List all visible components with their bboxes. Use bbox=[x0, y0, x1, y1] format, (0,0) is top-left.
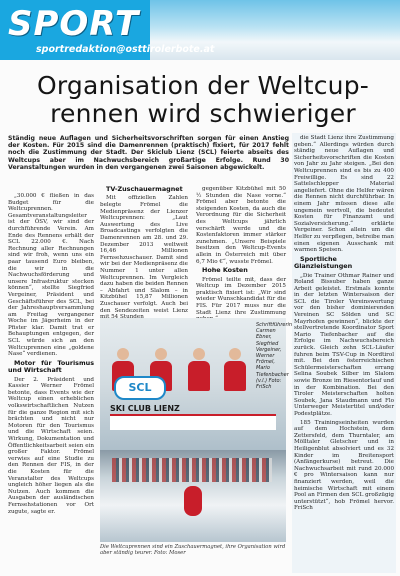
racer-figure bbox=[184, 486, 202, 516]
paragraph: die Stadt Lienz ihre Zustimmung geben.“ Allerdings würden durch ständig neue Auflagen und Sicherheitsvorschriften die Kosten von Jahr zu Jahr steigen. „Bei den Weltcuprennen sind es bis zu 400 Freiwillige. Es sind 22 Sattelschlepper Material angeliefert. Ohne die Helfer wären die Rennen nicht durchführbar. In einem Jahr müssen diese alle ungemein wertvoll, die bedeutet Kosten für Finanzamt und Sozialversicherung.“ erklärte Vergeiner. Schon allein um die Helfer zu verpflegen, betreibe man einen eigenen Ausschank mit warmen Speisen. bbox=[294, 135, 394, 254]
sport-banner bbox=[0, 0, 400, 60]
paragraph: Frömel teilte mit, dass der Weltcup im Dezember 2015 praktisch fixiert ist: „Wir sind wieder Wunschkandidat für die FIS. Für 2017 muss nur die Stadt Lienz ihre Zustimmung bbox=[196, 276, 286, 316]
paragraph: Der 2. Präsident und Kassier Werner Frömel betonte, dass Events wie der Weltcup einen erheblichen volkswirtschaftlichen Nutzen für die ganze Region mit sich brächten und nicht nur Motoren für den Tourismus und die Wirtschaft seien. Wirkung, Dokumentation und Öffentlichkeitsarbeit seien ein großer Faktor. Frömel verwies auf eine Studie zu den Rennen der FIS, in der die Kosten für die Veranstalter des Weltcups ungleich höher liegen als die Nutzen. Auch kommen die Ausgaben der ausländischen Fernsehstationen vor Ort zugute, sagte er. bbox=[8, 376, 94, 515]
photo-caption: Die Weltcuprennen sind ein Zuschauermagnet, ihre Organisation wird aber ständig teurer. Foto: Moser bbox=[100, 544, 286, 557]
person-figure bbox=[224, 348, 246, 402]
article-column-1 bbox=[8, 193, 94, 517]
spectator-stand bbox=[112, 458, 272, 482]
club-label: SKI CLUB LIENZ bbox=[110, 404, 180, 413]
article-column-4 bbox=[294, 135, 394, 514]
photo-credit-overlay: Schriftführerin Carmen Ebner, Siegfried Vergeiner, Werner Frömel, Mario Tiefenbacher (v.l.) Foto: FriSch bbox=[256, 322, 293, 391]
article-column-2 bbox=[100, 186, 188, 323]
paragraph: Mit offiziellen Zahlen belegte Frömel die Medienpräsenz der Lienzer Weltcuprennen: „Laut Auswertung des Live Broadcastings verfolgten die Damenrennen am 28. und 29. Dezember 2013 weltweit 16,46 Millionen Fernsehzuschauer. Damit sind wir bei der Medienpräsenz die Nummer 1 unter allen Weltcuprennen. Im Vergleich dazu haben die beiden Rennen – Abfahrt und Slalom – in Kitzbühel 15,87 Millionen Zuschauer verfolgt. Auch bei den Sendezeiten weist Lienz bbox=[100, 195, 188, 314]
article-column-3 bbox=[196, 186, 286, 325]
subheading: Sportliche Glanzleistungen bbox=[294, 254, 353, 271]
article-lead: Ständig neue Auflagen und Sicherheitsvorschriften sorgen für einen Anstieg der Kosten. Für 2015 sind die Damenrennen (praktisch) fixiert, für 2017 fehlt noch die Zustimmung der Stadt. Der Skiclub Lienz (SCL) feierte abseits des Weltcups aber im Nachwuchsbereich großartige Erfolge. Rund 30 Veranstaltungen wurden in den vergangenen zwei Saisonen abgewickelt. bbox=[8, 135, 289, 171]
person-figure bbox=[188, 348, 210, 402]
article-headline: Organisation der Weltcup-rennen wird schwieriger bbox=[36, 71, 369, 128]
paragraph: 185 Trainingseinheiten wurden auf dem Hochstein, dem Zettersfeld, dem Thurntaler, am Mölltaler Gletscher und in Heiligenblut absolviert und es 32 Kinder im Breitensport (Anfängerkurse) betreut. Die Nachwuchsarbeit mit rund 20.000 € pro Wintersaison kann nur finanziert werden, weil die heimische Wirtschaft mit einem Pool an Firmen den SCL großzügig unterstützt“, hob Frömel hervor. FriSch bbox=[294, 419, 394, 512]
subheading: Hohe Kosten bbox=[202, 266, 248, 275]
scl-logo: SCL bbox=[114, 376, 166, 400]
paragraph: „Die Trainer Othmar Rainer und Roland Bissuber haben ganze Arbeit geleistet. Erstmals konnte in der letzten Wintersaison der SCL die Tiroler Vereinswertung vor den bisher dominierenden Vereinen SC Sölden und SC Mayrhofen gewinnen“, blickte der stellvertretende Koordinator Sport Mario Tiefenbacher auf die Erfolge im Nachwuchsbereich zurück. Gleich zehn SCL-Läufer fuhren beim TSV-Cup in Nordtirol mit. Bei den österreichischen Schülermeisterschaften errang Selina Soubek Silber im Slalom sowie Bronze im Riesentorlauf und in der Kombination. Bei den Tiroler Meisterschaften holten Soubek, Jana Staudmann und Flo Unterweger Meistertitel und/oder Podestplätze. bbox=[294, 272, 394, 417]
subheading: TV-Zuschauermagnet bbox=[106, 185, 183, 193]
paragraph: gegenüber Kitzbühel mit 50 ½ Stunden die Nase vorne.“ Frömel aber betonte die steigenden Kosten, da auch die Verordnung für die Sicherheit des Weltcups jährlich verschärft werde und die Kostenfaktoren immer stärker zunehmen. „Unsere Beispiele besitzen den Weltcup-Events allein in Österreich mit über 6,7 Mio €“, wusste Frömel. bbox=[196, 186, 286, 265]
race-photo bbox=[100, 450, 286, 542]
meeting-table bbox=[110, 414, 276, 430]
section-title: SPORT bbox=[8, 4, 140, 44]
section-email[interactable]: sportredaktion@osttirolerbote.at bbox=[36, 44, 215, 55]
subheading: Motor für Tourismus und Wirtschaft bbox=[8, 358, 94, 375]
paragraph: „30.000 € fließen in das Budget für die Weltcuprennen. Gesamtveranstaltungsleiter ist der ÖSV, wir sind der durchführende Verein. Am Ende des Rennens erhält der SCL 22.000 €. Nach Rechnung aller Rechnungen sind wir froh, wenn uns ein paar tausend Euro bleiben, die wir in die Nachwuchsförderung und unsere Infrastruktur stecken können“, stellte Siegfried Vergeiner, Präsident und Geschäftsführer des SCL, bei der Jahreshauptversammlung am Freitag vergangener Woche im Jägerheim in der Pfister klar. Damit trat er Behauptungen entgegen, der SCL würde sich an den Weltcuprennen eine „goldene Nase“ verdienen. bbox=[8, 193, 94, 358]
